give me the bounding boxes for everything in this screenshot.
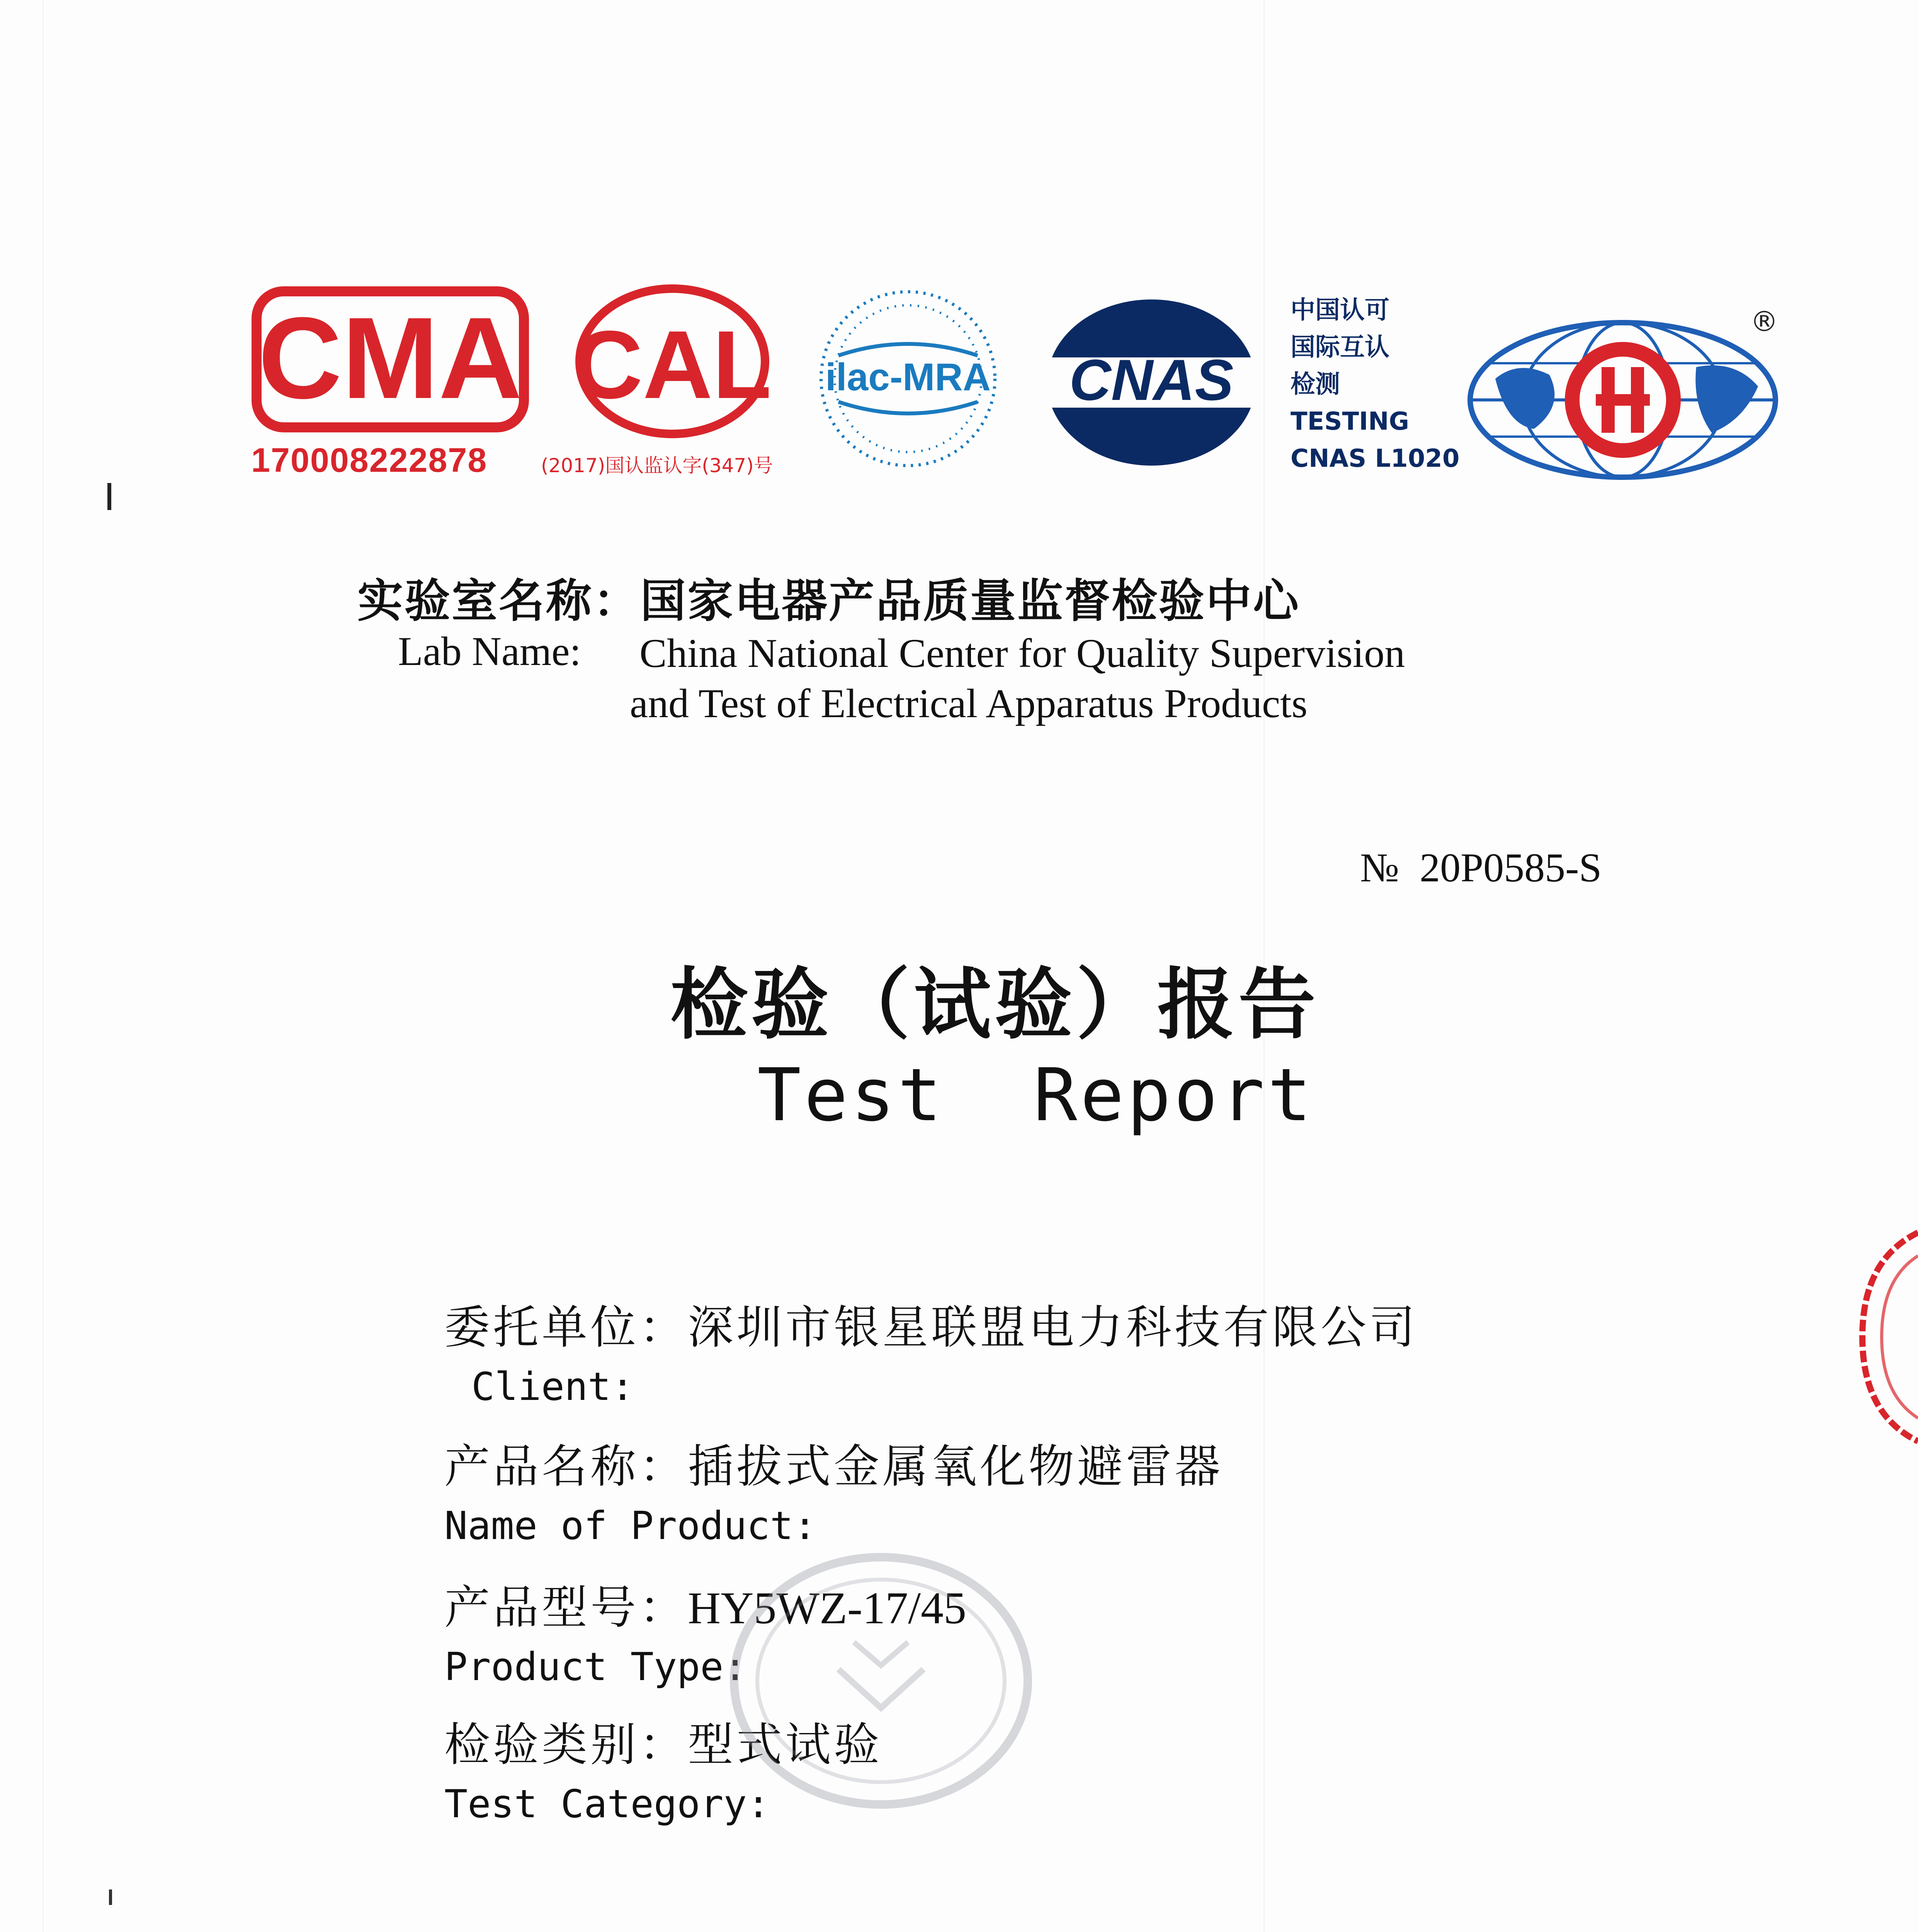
report-title-en xyxy=(757,1053,1314,1138)
field-client-value: 深圳市银星联盟电力科技有限公司 xyxy=(688,1301,1418,1354)
field-product-name-label-en: Name of Product: xyxy=(444,1503,817,1548)
cnas-caption-line-5: CNAS L1020 xyxy=(1291,444,1460,473)
lab-name-en-label: Lab Name: xyxy=(398,629,581,674)
cal-certificate-number: (2017)国认监认字(347)号 xyxy=(541,454,773,477)
ilac-text: ilac-MRA xyxy=(825,355,991,399)
cnas-caption-line-1: 中国认可 xyxy=(1291,296,1389,325)
field-test-category-label-cn: 检验类别： xyxy=(444,1718,688,1771)
cal-letters: CAL xyxy=(573,311,772,418)
field-product-type-label-en: Product Type: xyxy=(444,1644,747,1689)
ilac-mra-logo xyxy=(811,286,1005,471)
lab-name-cn-label: 实验室名称： xyxy=(357,574,641,628)
field-product-name xyxy=(444,1430,1223,1548)
cnas-caption-line-2: 国际互认 xyxy=(1291,333,1389,362)
cal-logo xyxy=(572,282,773,440)
cma-certificate-number: 170008222878 xyxy=(251,441,488,479)
lab-name-en-line-1: China National Center for Quality Supervision xyxy=(639,631,1405,676)
field-product-type-label-cn: 产品型号： xyxy=(444,1581,688,1634)
cnas-logo xyxy=(1039,294,1263,471)
report-number xyxy=(1360,844,1602,891)
scan-speck xyxy=(107,483,111,510)
registered-mark: ® xyxy=(1750,305,1778,338)
scan-speck xyxy=(109,1889,112,1905)
field-test-category-value: 型式试验 xyxy=(688,1718,883,1771)
cnas-caption-line-4: TESTING xyxy=(1291,407,1410,436)
report-title-en-word-1: Test xyxy=(757,1053,945,1138)
report-title-en-word-2: Report xyxy=(1033,1053,1314,1138)
lab-name-en-line-2: and Test of Electrical Apparatus Products xyxy=(630,681,1308,726)
inspection-seal xyxy=(723,1546,1039,1818)
field-client-label-cn: 委托单位： xyxy=(444,1301,688,1354)
cnas-text: CNAS xyxy=(1069,347,1234,412)
field-test-category-label-en: Test Category: xyxy=(444,1781,770,1827)
page-edge-shadow xyxy=(43,0,44,1932)
report-number-symbol: № xyxy=(1360,845,1399,890)
report-number-value: 20P0585-S xyxy=(1420,845,1602,890)
field-product-name-value: 插拔式金属氧化物避雷器 xyxy=(688,1440,1224,1493)
cma-logo xyxy=(251,286,529,433)
cma-letters: CMA xyxy=(258,293,522,423)
field-product-type-value: HY5WZ-17/45 xyxy=(688,1583,966,1633)
cqc-globe-logo xyxy=(1464,317,1781,483)
field-client-label-en: Client: xyxy=(471,1364,634,1409)
report-title-cn: 检验（试验）报告 xyxy=(670,960,1320,1050)
cnas-caption-line-3: 检测 xyxy=(1291,370,1340,399)
lab-name-cn xyxy=(357,564,1300,630)
field-product-name-label-cn: 产品名称： xyxy=(444,1440,688,1493)
field-client xyxy=(444,1291,1418,1409)
red-seal-fragment xyxy=(1851,1229,1918,1447)
lab-name-cn-value: 国家电器产品质量监督检验中心 xyxy=(640,574,1301,628)
cnas-caption xyxy=(1291,292,1459,477)
